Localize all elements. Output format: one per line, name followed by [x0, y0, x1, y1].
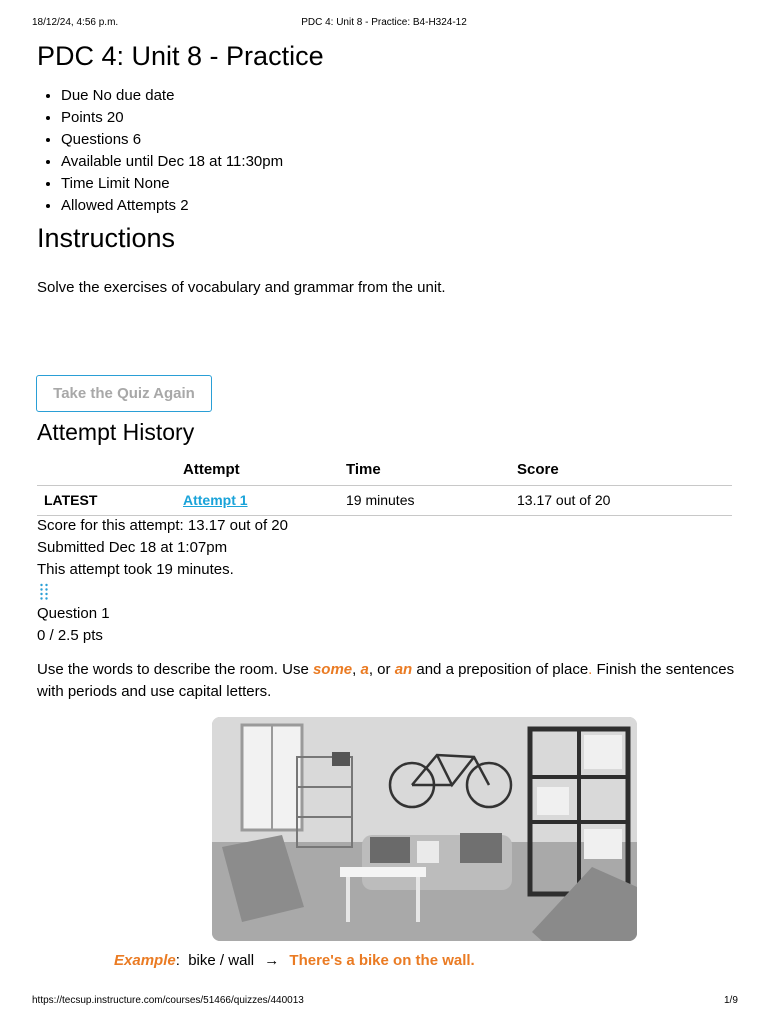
question-points: 0 / 2.5 pts	[37, 627, 103, 644]
column-header-time: Time	[346, 455, 517, 485]
quiz-details-list	[61, 85, 283, 217]
highlight-period: .	[588, 661, 593, 678]
detail-due: • Due No due date	[61, 85, 283, 107]
instructions-text: Solve the exercises of vocabulary and grammar from the unit.	[37, 279, 446, 296]
page-number: 1/9	[724, 995, 738, 1006]
column-header-status	[37, 455, 183, 485]
column-header-score: Score	[517, 455, 732, 485]
instructions-heading: Instructions	[37, 223, 176, 253]
detail-points: • Points 20	[61, 107, 283, 129]
print-url: https://tecsup.instructure.com/courses/51466/quizzes/440013	[32, 995, 304, 1006]
attempt-score-summary: Score for this attempt: 13.17 out of 20	[37, 517, 288, 534]
attempt-summary	[37, 515, 288, 581]
attempt-duration: This attempt took 19 minutes.	[37, 561, 234, 578]
attempt-link[interactable]: Attempt 1	[183, 492, 248, 508]
question-or: , or	[368, 661, 395, 678]
question-comma: ,	[352, 661, 357, 678]
detail-time-limit: • Time Limit None	[61, 173, 283, 195]
attempt-status: LATEST	[37, 485, 183, 515]
attempt-submitted: Submitted Dec 18 at 1:07pm	[37, 539, 228, 556]
detail-allowed-attempts: • Allowed Attempts 2	[61, 195, 283, 217]
page-title: PDC 4: Unit 8 - Practice	[37, 41, 324, 71]
table-row	[37, 485, 732, 515]
attempt-score: 13.17 out of 20	[517, 485, 732, 515]
detail-available: • Available until Dec 18 at 11:30pm	[61, 151, 283, 173]
attempt-time: 19 minutes	[346, 485, 517, 515]
detail-questions: • Questions 6	[61, 129, 283, 151]
question-text	[37, 659, 737, 703]
column-header-attempt: Attempt	[183, 455, 346, 485]
example-colon: :	[175, 952, 180, 969]
highlight-an: an	[394, 661, 413, 678]
example-words: bike / wall	[188, 952, 255, 969]
question-text-part: and a preposition of place	[412, 661, 589, 678]
print-footer	[0, 995, 768, 1009]
question-number: Question 1	[37, 605, 110, 622]
take-quiz-again-button[interactable]: Take the Quiz Again	[36, 375, 212, 412]
print-header	[0, 17, 768, 31]
question-text-part: Finish the sentences with periods and use capital letters.	[37, 661, 735, 700]
table-header-row	[37, 455, 732, 485]
right-arrow-icon: →	[264, 952, 280, 969]
question-header	[37, 603, 110, 647]
attempt-history-heading: Attempt History	[37, 419, 195, 445]
print-title: PDC 4: Unit 8 - Practice: B4-H324-12	[301, 17, 467, 28]
highlight-some: some	[312, 661, 353, 678]
living-room-photo	[212, 717, 637, 941]
attempt-history-table	[37, 455, 732, 516]
example-line	[114, 952, 475, 969]
drag-handle-icon[interactable]	[39, 583, 49, 601]
example-answer: There's a bike on the wall.	[289, 952, 475, 969]
example-label: Example	[114, 952, 176, 969]
highlight-a: a	[360, 661, 369, 678]
question-text-part: Use the words to describe the room. Use	[37, 661, 313, 678]
print-date: 18/12/24, 4:56 p.m.	[32, 17, 119, 28]
